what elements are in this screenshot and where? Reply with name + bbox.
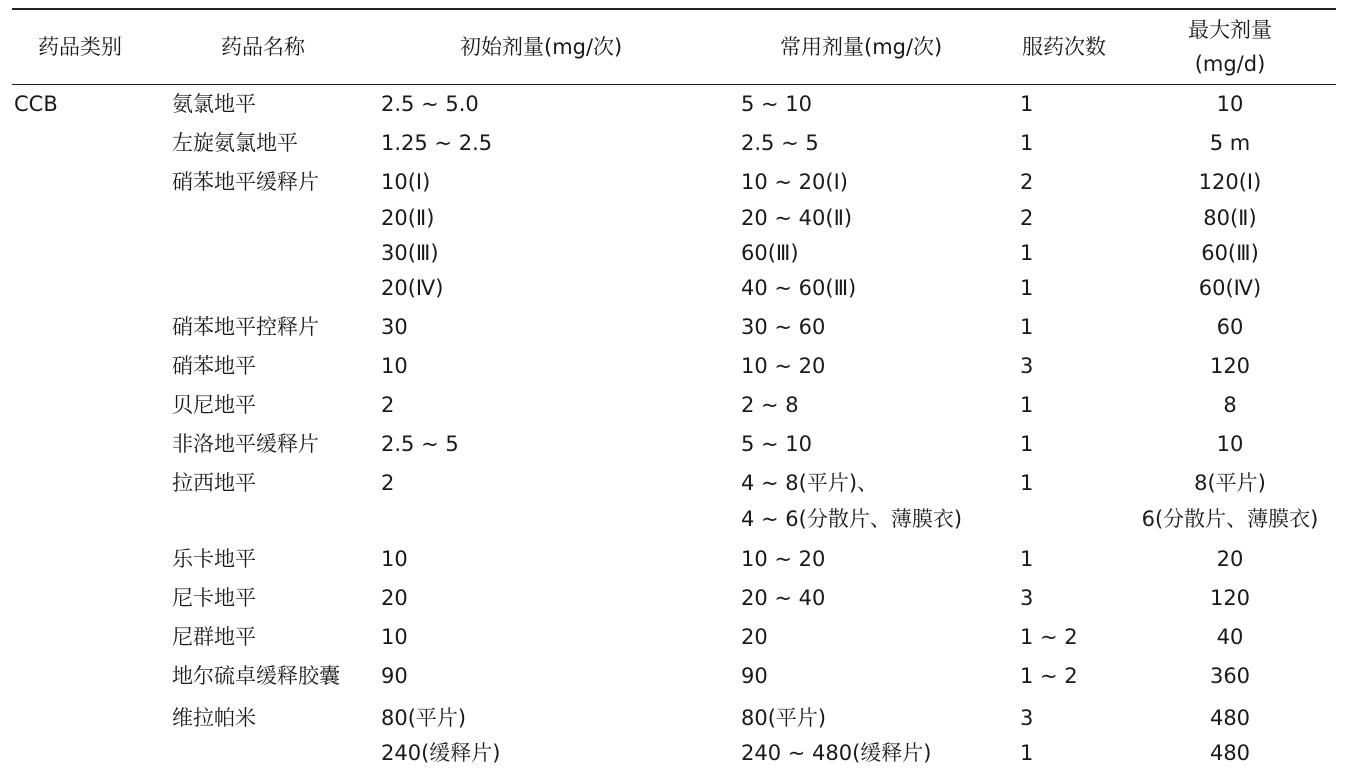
drug-name-cell: 氨氯地平 [172, 92, 256, 116]
initial-dose-cell: 10 [381, 625, 408, 649]
usual-dose-cell: 2.5 ~ 5 [741, 131, 819, 155]
header-initial-dose: 初始剂量(mg/次) [460, 35, 623, 59]
frequency-cell: 2 [1020, 170, 1034, 194]
initial-dose-cell: 20(Ⅳ) [381, 276, 444, 300]
frequency-cell: 1 [1020, 471, 1034, 495]
frequency-cell: 1 ~ 2 [1020, 664, 1078, 688]
frequency-cell: 1 [1020, 547, 1034, 571]
max-dose-cell: 10 [1216, 432, 1244, 456]
frequency-cell: 1 [1020, 241, 1034, 265]
max-dose-cell: 8(平片) [1194, 471, 1266, 495]
usual-dose-cell: 90 [741, 664, 768, 688]
initial-dose-cell: 2 [381, 471, 395, 495]
category-ccb: CCB [14, 92, 58, 116]
max-dose-cell: 360 [1209, 664, 1251, 688]
initial-dose-cell: 20(Ⅱ) [381, 206, 435, 230]
usual-dose-cell: 10 ~ 20 [741, 547, 826, 571]
drug-name-cell: 拉西地平 [172, 471, 256, 495]
drug-name-cell: 硝苯地平控释片 [172, 315, 319, 339]
header-drug-name: 药品名称 [221, 35, 305, 59]
frequency-cell: 1 [1020, 315, 1034, 339]
max-dose-cell: 120(Ⅰ) [1198, 170, 1262, 194]
table-top-rule [12, 8, 1336, 10]
initial-dose-cell: 10 [381, 354, 408, 378]
max-dose-cell: 120 [1209, 354, 1251, 378]
initial-dose-cell: 1.25 ~ 2.5 [381, 131, 493, 155]
frequency-cell: 1 [1020, 393, 1034, 417]
usual-dose-cell: 40 ~ 60(Ⅲ) [741, 276, 857, 300]
drug-name-cell: 乐卡地平 [172, 547, 256, 571]
header-bottom-rule [12, 84, 1336, 85]
frequency-cell: 1 [1020, 131, 1034, 155]
drug-name-cell: 地尔硫卓缓释胶囊 [172, 664, 340, 688]
usual-dose-cell: 20 ~ 40 [741, 586, 826, 610]
max-dose-cell: 20 [1216, 547, 1244, 571]
drug-name-cell: 贝尼地平 [172, 393, 256, 417]
frequency-cell: 3 [1020, 586, 1034, 610]
header-usual-dose: 常用剂量(mg/次) [780, 35, 943, 59]
usual-dose-cell: 2 ~ 8 [741, 393, 799, 417]
max-dose-cell: 480 [1209, 706, 1251, 730]
initial-dose-cell: 2.5 ~ 5.0 [381, 92, 479, 116]
drug-name-cell: 硝苯地平缓释片 [172, 170, 319, 194]
frequency-cell: 3 [1020, 706, 1034, 730]
initial-dose-cell: 10(Ⅰ) [381, 170, 431, 194]
usual-dose-cell: 10 ~ 20 [741, 354, 826, 378]
max-dose-cell: 80(Ⅱ) [1203, 206, 1257, 230]
usual-dose-cell: 4 ~ 6(分散片、薄膜衣) [741, 507, 963, 531]
initial-dose-cell: 30(Ⅲ) [381, 241, 439, 265]
initial-dose-cell: 20 [381, 586, 408, 610]
initial-dose-cell: 2.5 ~ 5 [381, 432, 459, 456]
drug-name-cell: 尼卡地平 [172, 586, 256, 610]
max-dose-cell: 60(Ⅲ) [1201, 241, 1259, 265]
header-frequency: 服药次数 [1022, 35, 1106, 59]
frequency-cell: 2 [1020, 206, 1034, 230]
drug-name-cell: 硝苯地平 [172, 354, 256, 378]
usual-dose-cell: 80(平片) [741, 706, 827, 730]
max-dose-cell: 60(Ⅳ) [1198, 276, 1262, 300]
usual-dose-cell: 60(Ⅲ) [741, 241, 799, 265]
initial-dose-cell: 10 [381, 547, 408, 571]
usual-dose-cell: 30 ~ 60 [741, 315, 826, 339]
max-dose-cell: 60 [1216, 315, 1244, 339]
drug-name-cell: 非洛地平缓释片 [172, 432, 319, 456]
usual-dose-cell: 5 ~ 10 [741, 432, 813, 456]
max-dose-cell: 8 [1223, 393, 1237, 417]
drug-name-cell: 左旋氨氯地平 [172, 131, 298, 155]
frequency-cell: 1 [1020, 92, 1034, 116]
usual-dose-cell: 20 ~ 40(Ⅱ) [741, 206, 853, 230]
drug-name-cell: 尼群地平 [172, 625, 256, 649]
frequency-cell: 3 [1020, 354, 1034, 378]
header-category: 药品类别 [38, 35, 122, 59]
max-dose-cell: 5 m [1209, 131, 1251, 155]
usual-dose-cell: 20 [741, 625, 768, 649]
max-dose-cell: 40 [1216, 625, 1244, 649]
initial-dose-cell: 80(平片) [381, 706, 467, 730]
initial-dose-cell: 90 [381, 664, 408, 688]
header-max-dose-unit: (mg/d) [1194, 52, 1266, 76]
max-dose-cell: 480 [1209, 741, 1251, 765]
frequency-cell: 1 ~ 2 [1020, 625, 1078, 649]
usual-dose-cell: 5 ~ 10 [741, 92, 813, 116]
usual-dose-cell: 240 ~ 480(缓释片) [741, 741, 932, 765]
max-dose-cell: 120 [1209, 586, 1251, 610]
frequency-cell: 1 [1020, 276, 1034, 300]
header-max-dose: 最大剂量 [1188, 18, 1272, 42]
usual-dose-cell: 10 ~ 20(Ⅰ) [741, 170, 848, 194]
max-dose-cell: 10 [1216, 92, 1244, 116]
drug-name-cell: 维拉帕米 [172, 706, 256, 730]
frequency-cell: 1 [1020, 432, 1034, 456]
initial-dose-cell: 2 [381, 393, 395, 417]
frequency-cell: 1 [1020, 741, 1034, 765]
initial-dose-cell: 30 [381, 315, 408, 339]
max-dose-cell: 6(分散片、薄膜衣) [1141, 507, 1319, 531]
initial-dose-cell: 240(缓释片) [381, 741, 501, 765]
usual-dose-cell: 4 ~ 8(平片)、 [741, 471, 879, 495]
